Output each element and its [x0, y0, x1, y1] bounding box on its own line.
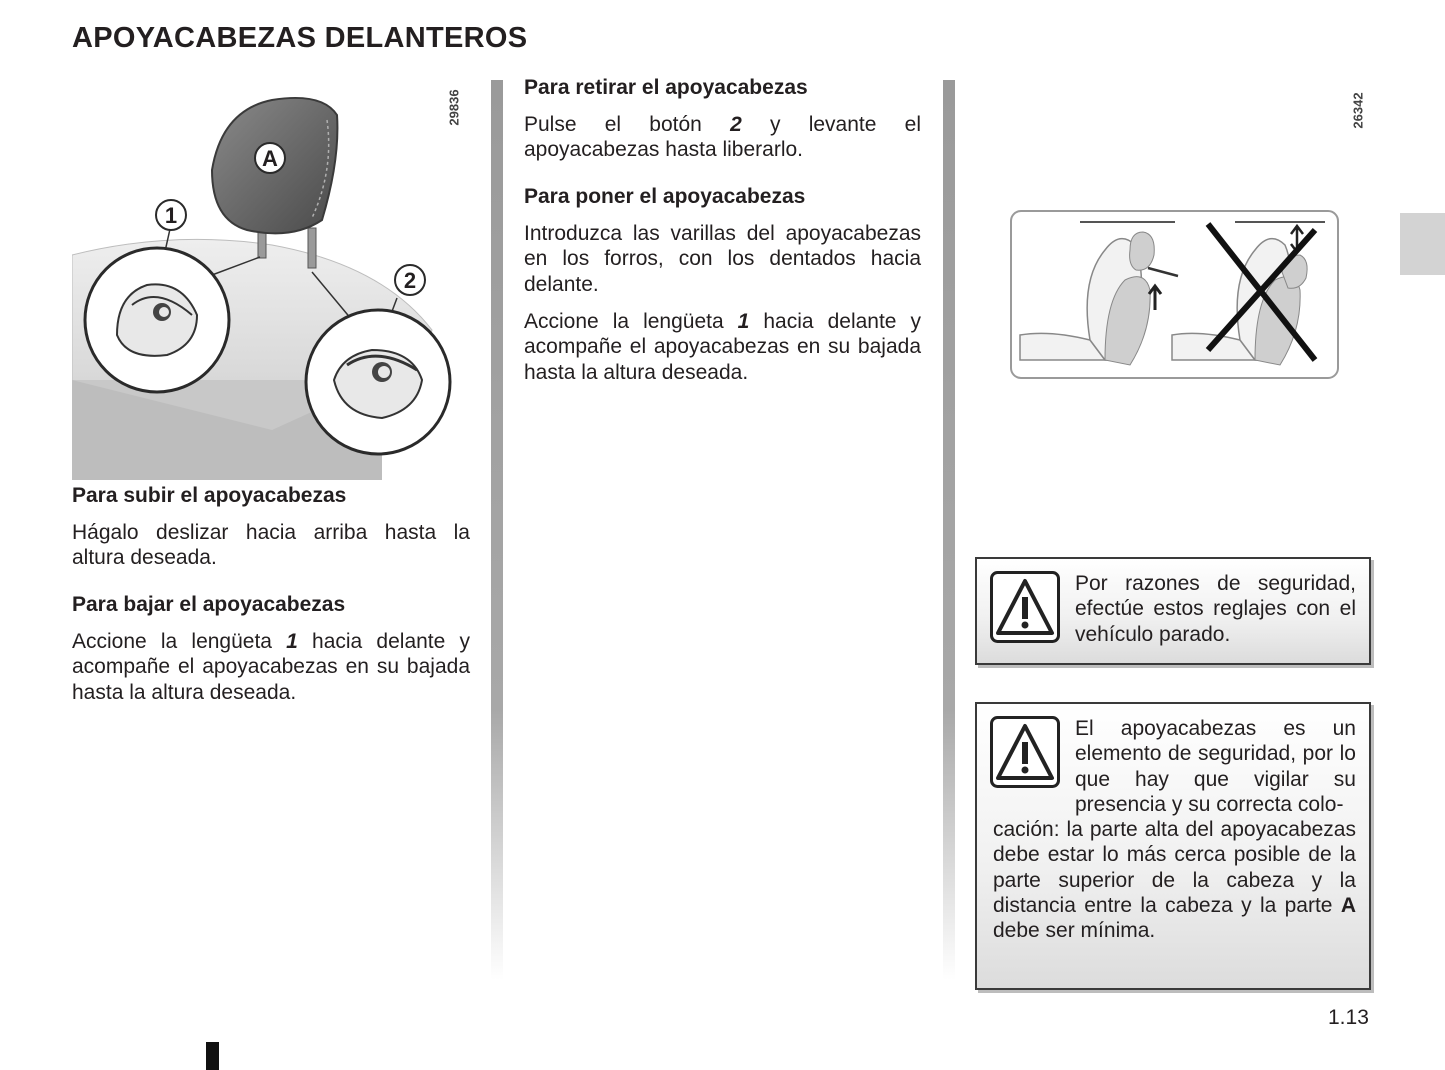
warning-box-2: [975, 702, 1371, 990]
warning-icon: [990, 571, 1060, 643]
section-tab: [1400, 213, 1445, 275]
warning-text-1: Por razones de seguridad, efectúe estos reglajes con el vehículo parado.: [1075, 572, 1356, 646]
crop-mark: [206, 1042, 219, 1070]
figure-code-left: 29836: [446, 89, 462, 126]
warning-icon: [990, 716, 1060, 788]
section-install-title: Para poner el apoyacabezas: [524, 185, 806, 208]
callout-2: 2: [403, 268, 417, 293]
warning-text-2-top: El apoyacabezas es un elemento de seguridad, por lo que hay que vigilar su presencia y su correcta colo-: [1075, 717, 1356, 816]
warning-box-1: [975, 557, 1371, 665]
section-remove-title: Para retirar el apoyacabezas: [524, 76, 808, 99]
ref-a: A: [1340, 893, 1356, 917]
section-raise-title: Para subir el apoyacabezas: [72, 484, 347, 507]
column-divider-right: [943, 80, 955, 980]
headrest-position-diagram: [1010, 210, 1340, 380]
section-raise-text: Hágalo deslizar hacia arriba hasta la altura deseada.: [72, 521, 470, 570]
section-remove-text: Pulse el botón 2 y levante el apoyacabezas hasta liberarlo.: [524, 113, 921, 162]
ref-2: 2: [730, 113, 742, 136]
callout-a: A: [262, 146, 278, 171]
figure-code-right: 26342: [1350, 92, 1366, 129]
section-install-text: Introduzca las varillas del apoyacabezas en los forros, con los dentados hacia delante.: [524, 222, 921, 296]
warning-text-2-bottom: cación: la parte alta del apoyacabezas debe estar lo más cerca posible de la parte superior de la cabeza y la distancia entre la cabeza y la parte A debe ser mínima.: [993, 818, 1356, 943]
callout-1: 1: [164, 203, 178, 228]
page-title: APOYACABEZAS DELANTEROS: [72, 22, 528, 54]
ref-1: 1: [286, 630, 298, 653]
section-lower-title: Para bajar el apoyacabezas: [72, 593, 346, 616]
section-install-text-2: Accione la lengüeta 1 hacia delante y acompañe el apoyacabezas en su bajada hasta la altura deseada.: [524, 310, 921, 384]
headrest-illustration: [72, 80, 472, 480]
page-number: 1.13: [1328, 1006, 1369, 1029]
ref-1b: 1: [737, 310, 750, 333]
section-lower-text: Accione la lengüeta 1 hacia delante y acompañe el apoyacabezas en su bajada hasta la altura deseada.: [72, 630, 470, 704]
column-divider-left: [491, 80, 503, 980]
